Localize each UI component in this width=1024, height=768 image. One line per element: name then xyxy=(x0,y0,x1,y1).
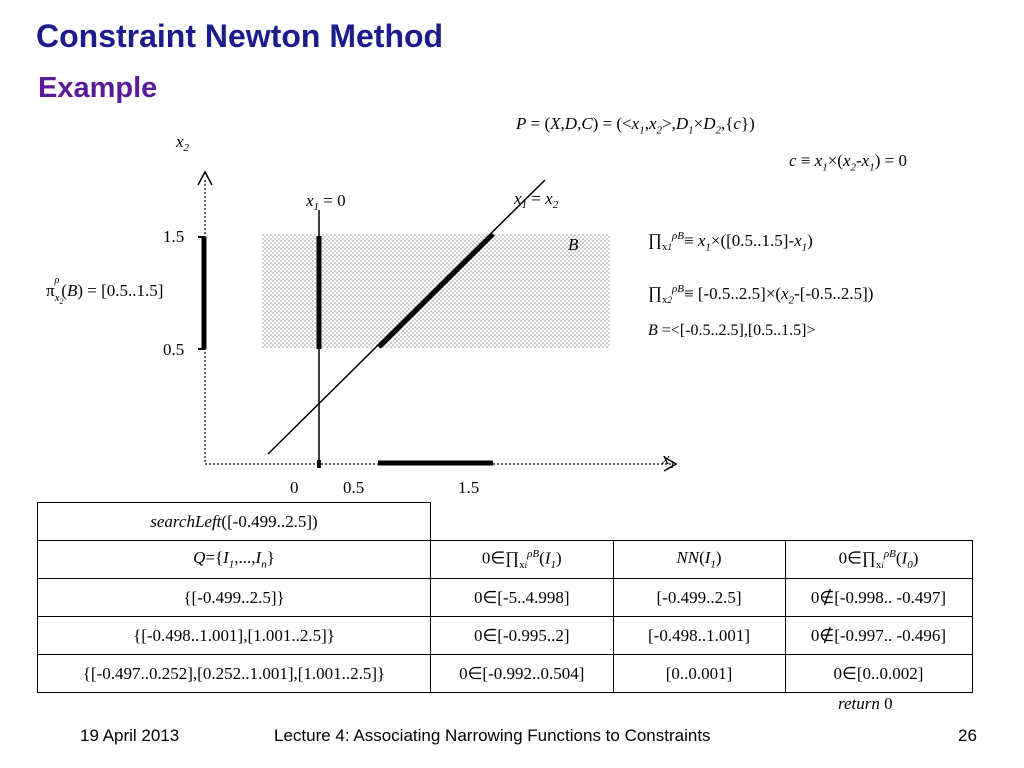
col-header-proj-i1: $0\in\prod_{xi}^{\rho B}(I_1)$ xyxy=(431,541,614,579)
cell-nn: [-0.498..1.001] xyxy=(613,617,785,655)
y-axis-label: $x_2$ xyxy=(176,132,190,154)
x-tick-label-0: 0 xyxy=(290,478,299,497)
search-steps-table xyxy=(37,502,973,693)
x-axis-label: $x_1$ xyxy=(662,449,676,471)
cell-proj-i0: 0∉[-0.998.. -0.497] xyxy=(785,579,972,617)
footer-page-number: 26 xyxy=(958,726,977,745)
line-diagonal-label: $x_1 = x_2$ xyxy=(514,189,559,211)
y-tick-label-0-5: 0.5 xyxy=(163,340,185,359)
constraint-definition: $c \equiv x_1\times(x_2-x_1) = 0$ xyxy=(789,151,907,174)
table-row xyxy=(38,579,973,617)
table-row xyxy=(38,541,973,579)
cell-nn: [0..0.001] xyxy=(613,655,785,693)
slide-subtitle: Example xyxy=(38,72,158,104)
col-header-proj-i0: $0\in\prod_{xi}^{\rho B}(I_0)$ xyxy=(785,541,972,579)
search-header-cell: searchLeft([-0.499..2.5]) xyxy=(38,503,431,541)
slide-title: Constraint Newton Method xyxy=(36,18,444,54)
line-x1-zero-label: $x_1 = 0$ xyxy=(306,191,346,213)
footer-date: 19 April 2013 xyxy=(80,726,180,745)
cell-proj-i1: 0∈[-5..4.998] xyxy=(431,579,614,617)
col-header-nn: $NN(I_1)$ xyxy=(613,541,785,579)
y-axis-arrow xyxy=(198,172,212,185)
y-tick-label-1-5: 1.5 xyxy=(163,227,185,246)
box-b-label: B xyxy=(568,235,579,254)
table-row xyxy=(38,617,973,655)
cell-proj-i1: 0∈[-0.995..2] xyxy=(431,617,614,655)
return-text: return 0 xyxy=(838,694,893,713)
col-header-q: $Q=\{I_1,...,I_n\}$ xyxy=(38,541,431,579)
x-tick-label-1-5: 1.5 xyxy=(458,478,480,497)
problem-definition: $P = (X,D,C) = (<x_1,x_2>,D_1\times D_2,\{c\})$ xyxy=(516,114,755,137)
projection-x1: $\prod_{x1}^{\rho B}\equiv x_1\times([0.5..1.5]-x_1)$ xyxy=(648,230,813,254)
box-definition: B =<[-0.5..2.5],[0.5..1.5]> xyxy=(648,322,816,339)
table-row xyxy=(38,655,973,693)
cell-q: {[-0.499..2.5]} xyxy=(38,579,431,617)
projection-x2: $\prod_{x2}^{\rho B}\equiv [-0.5..2.5]\times(x_2-[-0.5..2.5])$ xyxy=(648,283,874,307)
cell-proj-i0: 0∉[-0.997.. -0.496] xyxy=(785,617,972,655)
footer-lecture: Lecture 4: Associating Narrowing Functions to Constraints xyxy=(274,726,711,745)
cell-q: {[-0.497..0.252],[0.252..1.001],[1.001..2.5]} xyxy=(38,655,431,693)
x-tick-label-0-5: 0.5 xyxy=(343,478,365,497)
cell-q: {[-0.498..1.001],[1.001..2.5]} xyxy=(38,617,431,655)
table-row xyxy=(38,503,973,541)
cell-nn: [-0.499..2.5] xyxy=(613,579,785,617)
projection-label: $\pi_x2\rho(B) = [0.5..1.5]$ xyxy=(46,275,164,306)
cell-proj-i1: 0∈[-0.992..0.504] xyxy=(431,655,614,693)
cell-proj-i0: 0∈[0..0.002] xyxy=(785,655,972,693)
